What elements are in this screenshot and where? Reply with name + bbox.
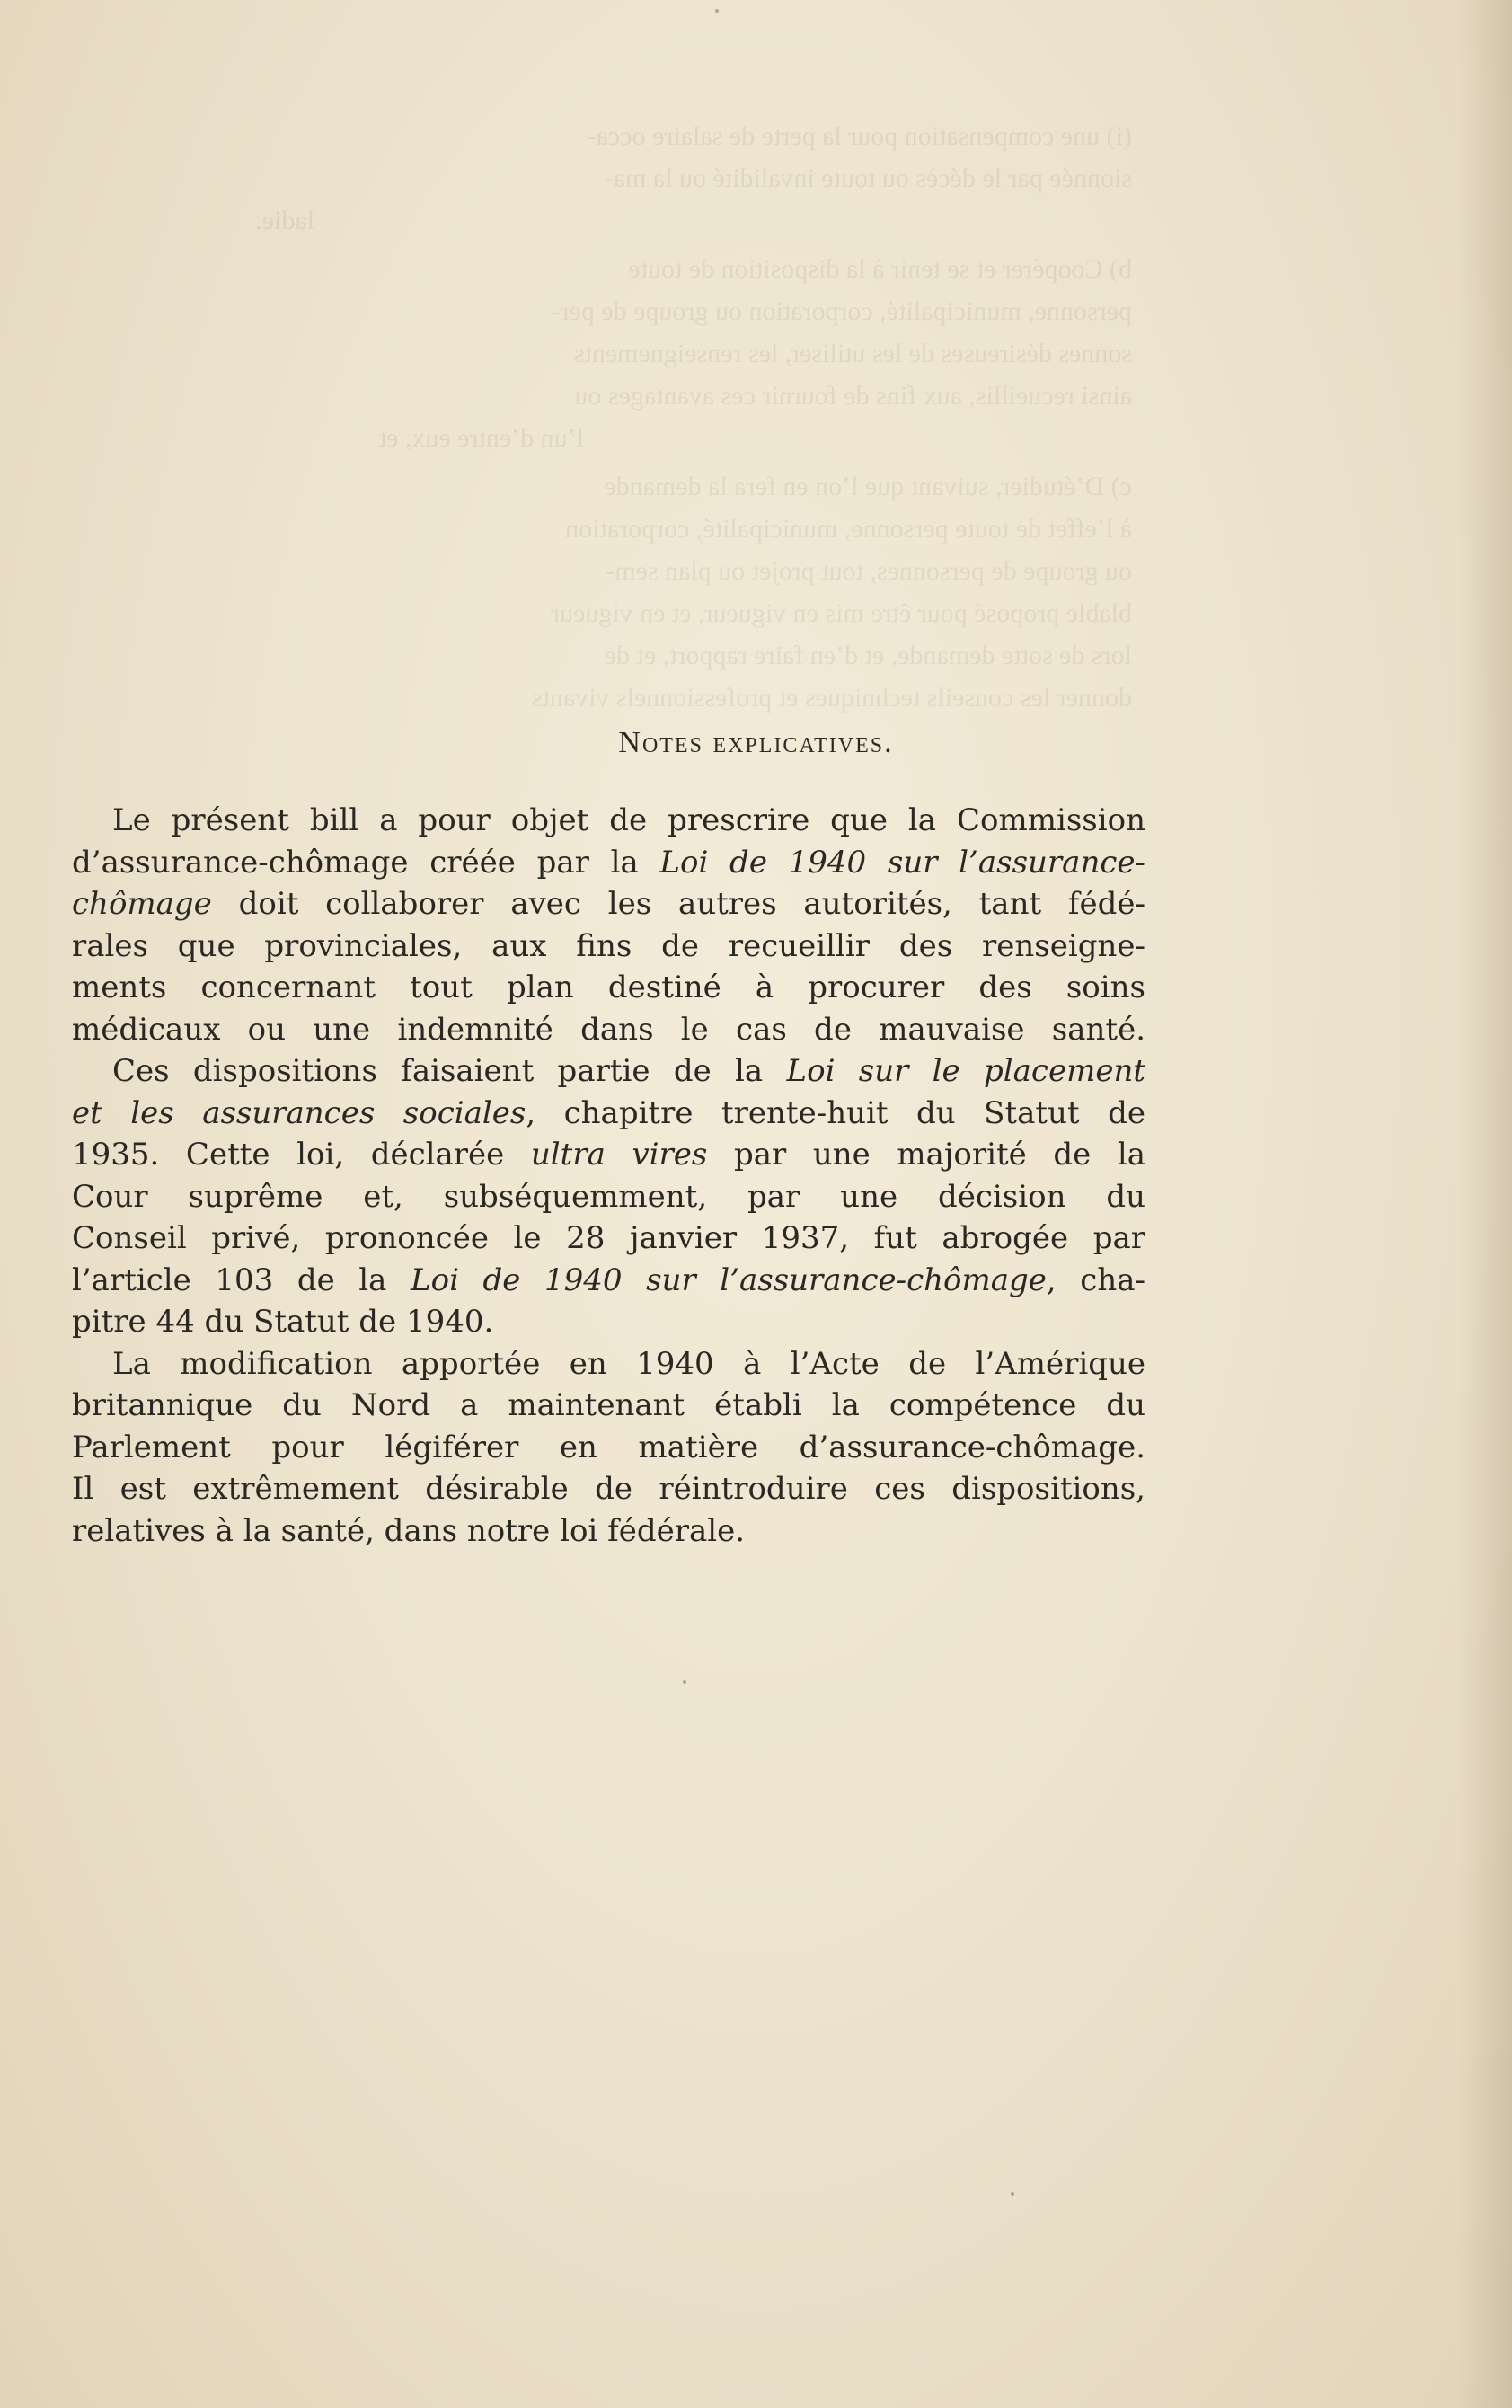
explanatory-notes-body (72, 800, 1145, 1552)
text-segment: rales que provinciales, aux fins de recueillir des renseigne- (72, 927, 1145, 964)
paper-speck (715, 9, 719, 13)
text-line (72, 1427, 1145, 1469)
text-segment: Il est extrêmement désirable de réintroduire ces dispositions, (72, 1471, 1145, 1507)
text-segment: l’article 103 de la (72, 1262, 411, 1298)
text-segment: Cour suprême et, subséquemment, par une décision du (72, 1178, 1145, 1215)
paragraph (72, 800, 1145, 1050)
text-line (72, 1260, 1145, 1302)
italic-segment: Loi de 1940 sur l’assurance-chômage (411, 1262, 1047, 1298)
paragraph (72, 1343, 1145, 1553)
page-edge-shadow (1458, 0, 1512, 2408)
text-line (72, 1510, 1145, 1553)
text-segment: d’assurance-chômage créée par la (72, 844, 660, 881)
paper-speck (683, 1680, 686, 1684)
text-line (72, 1385, 1145, 1427)
text-line (72, 925, 1145, 968)
text-segment: Le présent bill a pour objet de prescrire que la Commission (112, 802, 1145, 838)
text-segment: médicaux ou une indemnité dans le cas de mauvaise santé. (72, 1011, 1145, 1048)
text-line (72, 883, 1145, 925)
text-line (72, 1009, 1145, 1051)
text-line (72, 1343, 1145, 1385)
notes-heading: Notes explicatives. (618, 726, 894, 759)
italic-segment: chômage (72, 886, 212, 922)
text-line (72, 1134, 1145, 1176)
paper-speck (1011, 2192, 1014, 2196)
text-line (72, 1093, 1145, 1135)
text-segment: ments concernant tout plan destiné à procurer des soins (72, 969, 1145, 1005)
text-line (72, 1301, 1145, 1343)
text-segment: , cha- (1046, 1262, 1145, 1298)
text-segment: doit collaborer avec les autres autorités, tant fédé- (211, 886, 1145, 922)
text-segment: La modification apportée en 1940 à l’Acte de l’Amérique (112, 1345, 1145, 1382)
text-segment: Conseil privé, prononcée le 28 janvier 1937, fut abrogée par (72, 1220, 1145, 1256)
text-segment: relatives à la santé, dans notre loi fédérale. (72, 1512, 746, 1549)
paragraph (72, 1050, 1145, 1343)
text-line (72, 1217, 1145, 1260)
text-segment: Parlement pour légiférer en matière d’assurance-chômage. (72, 1429, 1145, 1465)
text-segment: , chapitre trente-huit du Statut de (526, 1094, 1145, 1131)
italic-segment: et les assurances sociales (72, 1094, 526, 1131)
text-line (72, 967, 1145, 1009)
text-line (72, 1050, 1145, 1093)
text-segment: britannique du Nord a maintenant établi la compétence du (72, 1387, 1145, 1423)
text-line (72, 1176, 1145, 1218)
italic-segment: Loi sur le placement (786, 1053, 1146, 1089)
text-segment: par une majorité de la (707, 1137, 1145, 1173)
text-line (72, 842, 1145, 884)
text-segment: pitre 44 du Statut de 1940. (72, 1304, 494, 1340)
text-segment: Ces dispositions faisaient partie de la (112, 1053, 787, 1089)
italic-segment: ultra vires (530, 1137, 708, 1173)
text-segment: 1935. Cette loi, déclarée (72, 1137, 531, 1173)
text-line (72, 800, 1145, 842)
italic-segment: Loi de 1940 sur l’assurance- (659, 844, 1145, 881)
text-line (72, 1468, 1145, 1510)
